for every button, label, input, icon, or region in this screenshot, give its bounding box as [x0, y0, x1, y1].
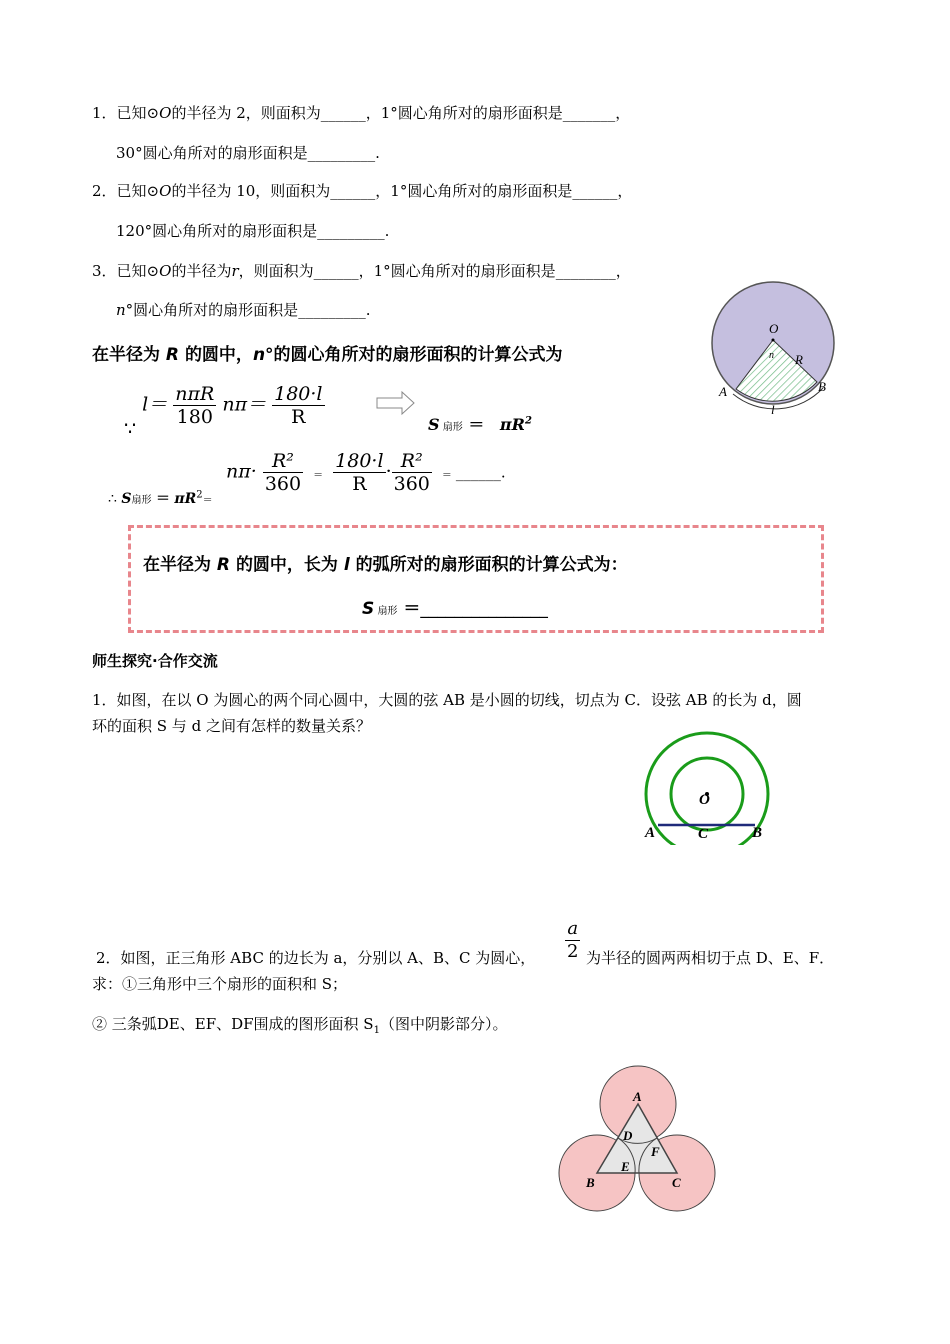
problem-2-line1-post: 为半径的圆两两相切于点 D、E、F．: [586, 949, 835, 967]
problem-2-line1: 2．如图，正三角形 ABC 的边长为 a，分别以 A、B、C 为圆心，: [96, 949, 536, 967]
label-B: B: [818, 379, 826, 394]
formula-line2-left: ∴ S扇形 ＝ $\pi R^2=$: [108, 489, 213, 507]
fraction-R2-360-b: $\frac{\text{R²}}{360}$: [393, 450, 430, 495]
label-n: n: [769, 350, 774, 361]
problem-2-line3: ② 三条弧DE、EF、DF围成的图形面积 $S_1$（图中阴影部分）。: [92, 1015, 508, 1036]
sector-formula-right: S 扇形 ＝ $\pi R^2$: [428, 415, 532, 434]
sector-diagram: [705, 278, 845, 418]
problem-2-line2: 求：①三角形中三个扇形的面积和 S；: [92, 975, 348, 993]
section-title: 师生探究·合作交流: [92, 652, 218, 670]
exercise-3-line1: 3．已知⊙O的半径为r，则面积为______，1°圆心角所对的扇形面积是________，: [92, 262, 631, 280]
center-point: [772, 339, 775, 342]
label-O: O: [769, 321, 779, 336]
label-l: l: [771, 402, 775, 417]
box-formula: S 扇形 ＝_______________: [362, 599, 548, 619]
fraction-180l-R-b: $\frac{180\cdot l}{R}$: [335, 450, 384, 495]
exercise-3-line2: n°圆心角所对的扇形面积是_________.: [116, 301, 371, 319]
formula-line2-fracs: nπ· $\frac{\text{R²}}{360}$ ＝ $\frac{180\cdot l}{R}$ · $\frac{\text{R²}}{360}$ ＝ ______.: [226, 450, 506, 495]
formula-heading: 在半径为 R 的圆中，n°的圆心角所对的扇形面积的计算公式为: [92, 345, 563, 365]
fraction-180l-R: $\frac{180\cdot l}{R}$: [274, 383, 323, 428]
fraction-a-2: $\frac{a}{2}$: [567, 918, 579, 962]
problem-1-line2: 环的面积 S 与 d 之间有怎样的数量关系？: [92, 717, 371, 735]
label-C: C: [698, 826, 709, 842]
exercise-1-line2: 30°圆心角所对的扇形面积是_________.: [116, 144, 380, 162]
label-D: D: [623, 1128, 633, 1143]
label-B: B: [586, 1175, 595, 1190]
label-C: C: [672, 1175, 681, 1190]
exercise-2-line1: 2．已知⊙O的半径为 10，则面积为______，1°圆心角所对的扇形面积是______，: [92, 182, 633, 200]
formula-line1: ∵ l＝ $\frac{\text{nπR}}{180}$ nπ＝ $\frac{180\cdot l}{R}$: [124, 383, 323, 440]
label-A: A: [633, 1089, 642, 1104]
label-R: R: [795, 352, 803, 367]
label-A: A: [645, 825, 656, 841]
exercise-1-line1: 1．已知⊙O的半径为 2，则面积为______，1°圆心角所对的扇形面积是_______，: [92, 104, 631, 122]
box-heading: 在半径为 R 的圆中，长为 l 的弧所对的扇形面积的计算公式为：: [143, 555, 628, 575]
three-circles-diagram: [555, 1064, 720, 1214]
label-E: E: [621, 1159, 630, 1174]
label-F: F: [651, 1144, 660, 1159]
concentric-circles-diagram: [640, 730, 775, 845]
problem-1-line1: 1．如图，在以 O 为圆心的两个同心圆中，大圆的弦 AB 是小圆的切线，切点为 C．设弦 AB 的长为 d，圆: [92, 691, 802, 709]
label-B: B: [752, 825, 763, 841]
exercise-2-line2: 120°圆心角所对的扇形面积是_________.: [116, 222, 390, 240]
label-A: A: [719, 384, 727, 399]
label-O: O: [699, 792, 710, 808]
right-arrow-icon: [376, 390, 416, 416]
fraction-npiR-180: $\frac{\text{nπR}}{180}$: [175, 383, 215, 428]
fraction-R2-360-a: $\frac{\text{R²}}{360}$: [264, 450, 302, 495]
